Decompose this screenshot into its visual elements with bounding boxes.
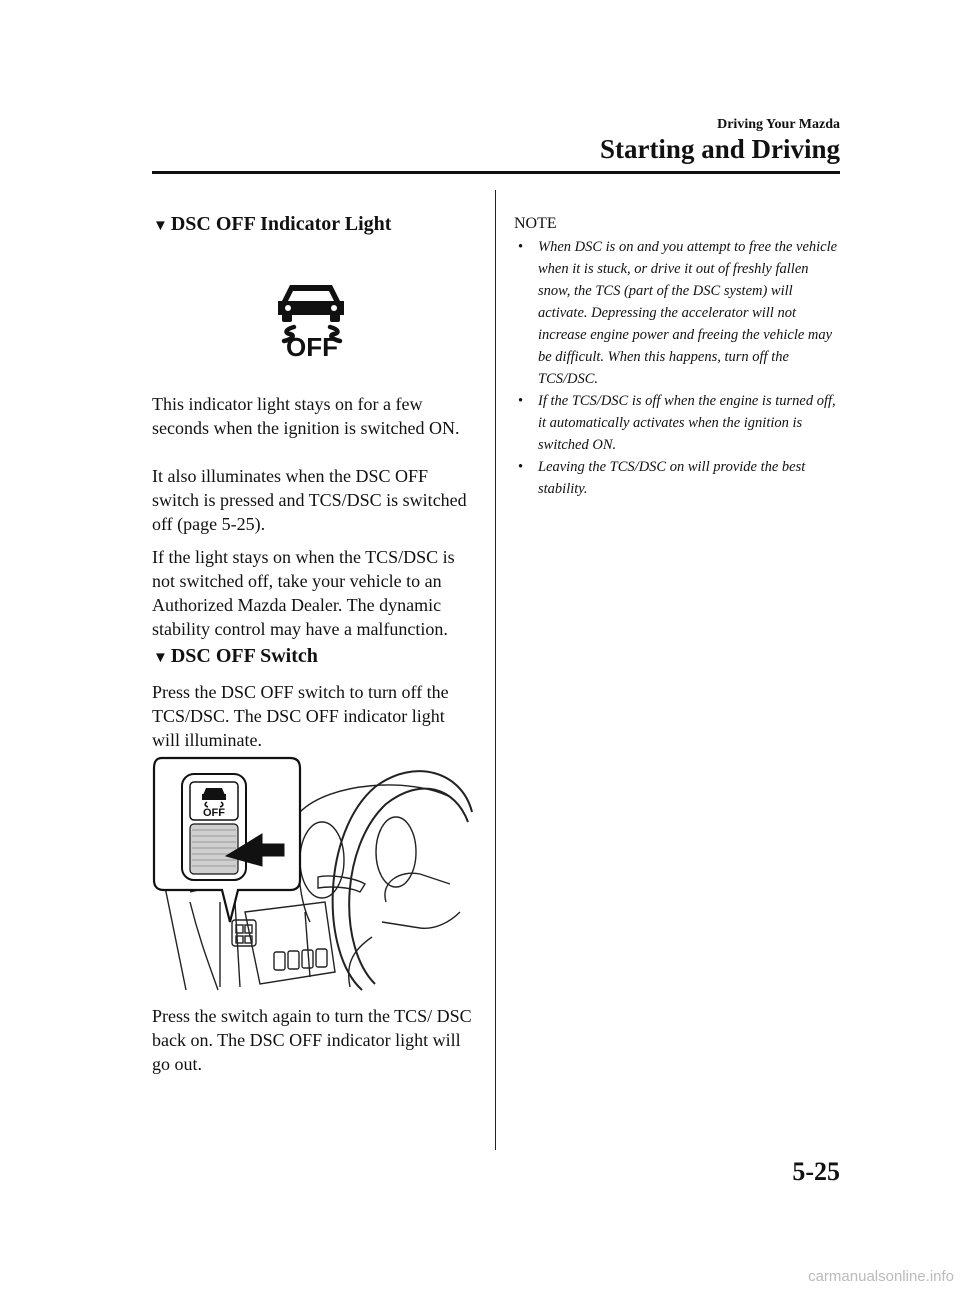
triangle-bullet-icon: ▼ <box>153 218 168 234</box>
note-item: • If the TCS/DSC is off when the engine is turned off, it automatically activates when the ignition is switched ON. <box>518 390 843 456</box>
indicator-paragraph-3: If the light stays on when the TCS/DSC is not switched off, take your vehicle to an Authorized Mazda Dealer. The dynamic stability control may have a malfunction. <box>152 547 455 639</box>
watermark: carmanualsonline.info <box>808 1268 954 1285</box>
note-title: NOTE <box>514 215 557 232</box>
switch-paragraph-1: Press the DSC OFF switch to turn off the TCS/DSC. The DSC OFF indicator light will illuminate. <box>152 682 449 750</box>
switch-paragraph-2: Press the switch again to turn the TCS/ DSC back on. The DSC OFF indicator light will go out. <box>152 1006 472 1074</box>
triangle-bullet-icon: ▼ <box>153 650 168 666</box>
column-divider <box>495 190 496 1150</box>
note-item: • Leaving the TCS/DSC on will provide the best stability. <box>518 456 843 500</box>
indicator-heading: ▼ DSC OFF Indicator Light <box>153 213 392 235</box>
page-number: 5-25 <box>792 1157 840 1186</box>
header-rule <box>152 171 840 174</box>
illustration-off-label: OFF <box>203 807 225 819</box>
dsc-off-indicator-icon <box>268 281 356 357</box>
indicator-paragraph-1: This indicator light stays on for a few seconds when the ignition is switched ON. <box>152 394 460 438</box>
indicator-off-label: OFF <box>286 332 338 357</box>
dashboard-switch-illustration <box>150 752 475 992</box>
indicator-paragraph-2: It also illuminates when the DSC OFF switch is pressed and TCS/DSC is switched off (page 5-25). <box>152 466 467 534</box>
switch-heading: ▼ DSC OFF Switch <box>153 645 318 667</box>
note-item: • When DSC is on and you attempt to free the vehicle when it is stuck, or drive it out of freshly fallen snow, the TCS (part of the DSC system) will activate. Depressing the accelerator will not increase engine power and freeing the vehicle may be difficult. When this happens, turn off the TCS/DSC. <box>518 236 843 390</box>
note-list <box>518 236 843 500</box>
chapter-title: Driving Your Mazda <box>717 117 840 132</box>
section-title: Starting and Driving <box>599 134 840 164</box>
